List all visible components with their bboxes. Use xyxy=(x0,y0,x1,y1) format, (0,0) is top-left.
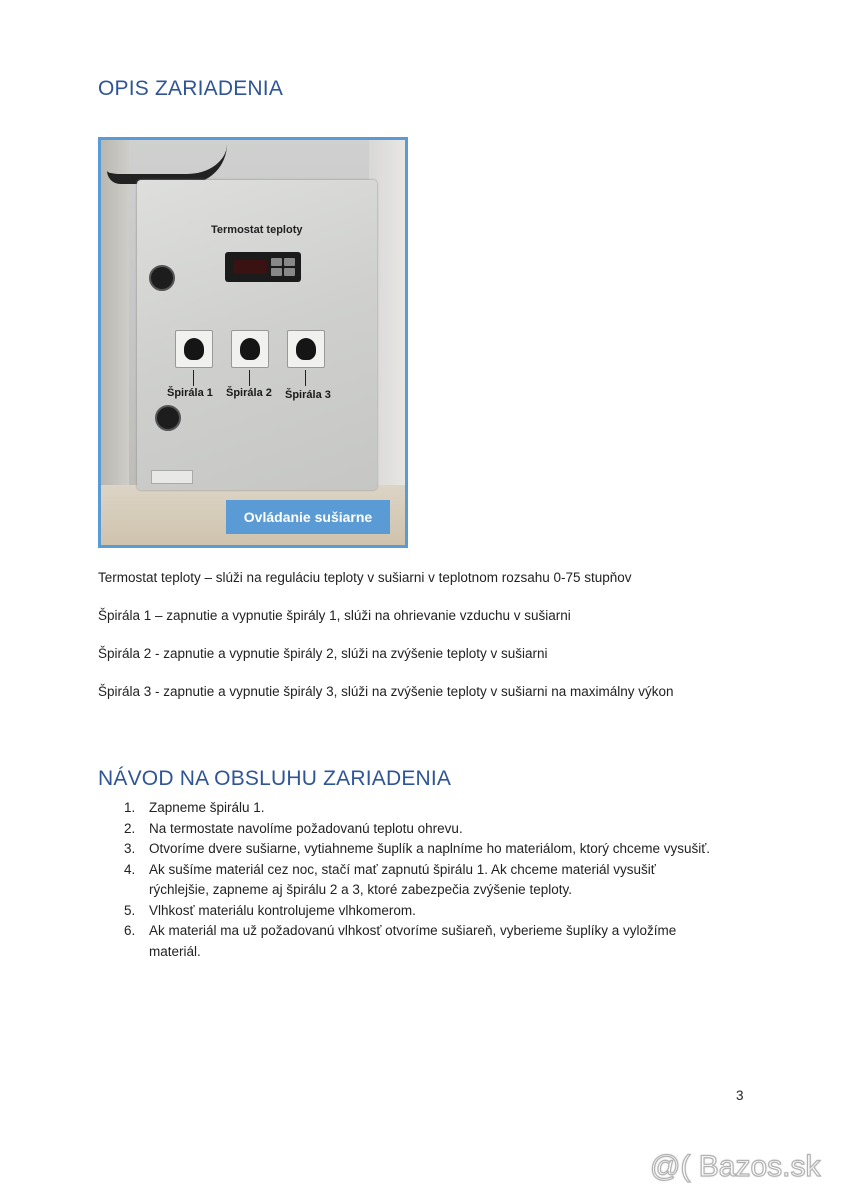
list-item xyxy=(98,798,718,819)
indicator-light-bottom xyxy=(155,405,181,431)
list-item xyxy=(98,839,718,860)
step-text: Otvoríme dvere sušiarne, vytiahneme šuplík a naplníme ho materiálom, ktorý chceme vysušiť. xyxy=(149,841,711,856)
watermark-logo: @( Bazos.sk xyxy=(650,1150,821,1183)
arrow-switch-1 xyxy=(193,370,194,386)
instruction-steps xyxy=(98,798,718,962)
list-item xyxy=(98,860,718,901)
list-item xyxy=(98,901,718,922)
switch-label-3: Špirála 3 xyxy=(285,389,331,401)
arrow-switch-2 xyxy=(249,370,250,386)
thermostat-screen xyxy=(233,260,267,274)
rotary-switch-1 xyxy=(175,330,213,368)
list-item xyxy=(98,819,718,840)
step-text: Na termostate navolíme požadovanú teplotu ohrevu. xyxy=(149,820,463,836)
control-panel-photo xyxy=(98,137,408,548)
description-spiral-2: Špirála 2 - zapnutie a vypnutie špirály 2, slúži na zvýšenie teploty v sušiarni xyxy=(98,646,548,661)
step-text: Ak materiál ma už požadovanú vlhkosť otvoríme sušiareň, vyberieme šuplíky a vyložíme materiál. xyxy=(149,923,677,959)
step-number: 1. xyxy=(124,800,136,815)
page-number: 3 xyxy=(736,1088,744,1103)
switch-label-1: Špirála 1 xyxy=(167,387,213,399)
thermostat-display xyxy=(225,252,301,282)
photo-cable xyxy=(107,144,227,184)
description-spiral-1: Špirála 1 – zapnutie a vypnutie špirály 1, slúži na ohrievanie vzduchu v sušiarni xyxy=(98,608,571,623)
switch-label-2: Špirála 2 xyxy=(226,387,272,399)
thermostat-label: Termostat teploty xyxy=(211,224,303,236)
photo-caption: Ovládanie sušiarne xyxy=(226,500,390,534)
electrical-panel xyxy=(137,180,377,490)
step-text: Zapneme špirálu 1. xyxy=(149,800,265,815)
description-thermostat: Termostat teploty – slúži na reguláciu teploty v sušiarni v teplotnom rozsahu 0-75 stupňov xyxy=(98,570,632,585)
step-text: Ak sušíme materiál cez noc, stačí mať zapnutú špirálu 1. Ak chceme materiál vysušiť rýchlejšie, zapneme aj špirálu 2 a 3, ktoré zabezpečia zvýšenie teploty. xyxy=(149,861,656,897)
section-heading-instructions: NÁVOD NA OBSLUHU ZARIADENIA xyxy=(98,767,452,790)
step-number: 6. xyxy=(124,923,136,938)
step-text: Vlhkosť materiálu kontrolujeme vlhkomerom. xyxy=(149,902,416,918)
rotary-switch-3 xyxy=(287,330,325,368)
step-number: 4. xyxy=(124,861,136,877)
description-spiral-3: Špirála 3 - zapnutie a vypnutie špirály 3, slúži na zvýšenie teploty v sušiarni na maximálny výkon xyxy=(98,684,674,699)
list-item xyxy=(98,921,718,962)
thermostat-buttons xyxy=(271,258,295,276)
rating-plate xyxy=(151,470,193,484)
step-number: 2. xyxy=(124,820,136,836)
indicator-light-top xyxy=(149,265,175,291)
rotary-switch-2 xyxy=(231,330,269,368)
section-heading-description: OPIS ZARIADENIA xyxy=(98,77,284,100)
step-number: 3. xyxy=(124,841,136,856)
arrow-switch-3 xyxy=(305,370,306,386)
step-number: 5. xyxy=(124,902,136,918)
